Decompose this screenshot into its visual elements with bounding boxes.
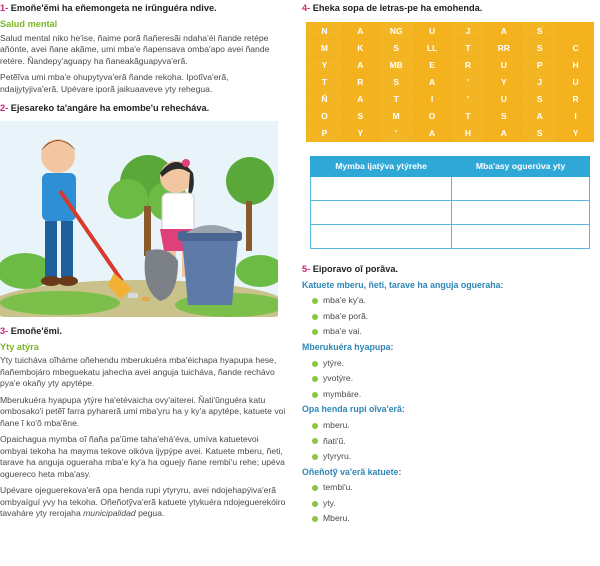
section-4-title: 4- Eheka sopa de letras-pe ha emohenda. <box>302 3 483 13</box>
grid-cell[interactable]: Y <box>486 74 521 90</box>
grid-cell[interactable]: R <box>343 74 378 90</box>
grid-cell[interactable]: ' <box>379 125 414 141</box>
choice-label: yvotýre. <box>323 373 354 384</box>
section-1-title: 1- Emoñe'ẽmi ha eñemongeta ne irũnguéra ndive. <box>0 3 217 13</box>
grid-cell[interactable]: A <box>343 23 378 39</box>
choice-option[interactable] <box>312 389 598 401</box>
grid-cell[interactable]: O <box>415 108 450 124</box>
grid-cell[interactable]: T <box>451 108 486 124</box>
section-2-title: 2- Ejesareko ta'angáre ha emombe'u rehecháva. <box>0 103 210 114</box>
right-column <box>302 0 598 529</box>
bullet-icon <box>312 392 318 398</box>
choice-option[interactable] <box>312 311 598 323</box>
choice-option[interactable] <box>312 513 598 525</box>
illustration-svg <box>0 121 278 317</box>
choice-label: ytýre. <box>323 357 345 368</box>
choice-label: mymbáre. <box>323 388 362 399</box>
section-1-paragraph-1: Salud mental niko he'ise, ñaime porã ñañeresãi ndaha'éi ñande retépe añónte, avei ñane akãme, umi mba'e ñapensava omba'apo avei ñande retére. Ñandepy'aguapy ha ñaneakãguapyva'erã. <box>0 32 270 66</box>
left-column <box>0 0 288 525</box>
grid-cell[interactable]: S <box>522 125 557 141</box>
grid-cell[interactable]: A <box>486 23 521 39</box>
answer-cell[interactable] <box>311 201 452 225</box>
grid-cell[interactable]: A <box>415 125 450 141</box>
answer-cell[interactable] <box>452 177 590 201</box>
choice-option[interactable] <box>312 498 598 510</box>
grid-cell[interactable]: U <box>486 57 521 73</box>
grid-cell[interactable]: O <box>307 108 342 124</box>
grid-cell[interactable]: A <box>415 74 450 90</box>
word-search-grid <box>306 22 594 142</box>
choice-option[interactable] <box>312 420 598 432</box>
grid-cell[interactable]: NG <box>379 23 414 39</box>
grid-cell[interactable]: H <box>451 125 486 141</box>
grid-cell[interactable]: J <box>522 74 557 90</box>
grid-cell[interactable]: C <box>558 40 593 56</box>
section-3-paragraph-4: Upévare ojeguerekova'erã opa henda rupi ytyryru, avei ndojehapýiva'erã ombyaíguí yvy ha tekoha. Oñeñotỹva'erã katuete ytykuéra ndojeguerekóiro tavaháre yty rerojaha municipalidad pegua. <box>0 485 286 519</box>
grid-cell[interactable]: I <box>558 108 593 124</box>
grid-cell[interactable]: T <box>451 40 486 56</box>
choice-option[interactable] <box>312 436 598 448</box>
grid-cell[interactable]: E <box>415 57 450 73</box>
grid-cell[interactable]: MB <box>379 57 414 73</box>
grid-cell[interactable]: Ñ <box>307 91 342 107</box>
choice-label: Mberu. <box>323 513 350 524</box>
section-3-title: 3- Emoñe'ẽmi. <box>0 325 62 336</box>
bullet-icon <box>312 376 318 382</box>
bullet-icon <box>312 438 318 444</box>
section-3-paragraph-3: Opaichagua mymba oĩ ñaña pa'ũme taha'ehá'éva, umíva katuetevoi ombyai tekoha ha mayma tekove oikóva ijypýpe avei. Katuete mberu, ñeti, tarave ha anguja ogueraha mba'e ky'a ha oguejy ñane rembi'u rehe; upéva oguereco heta mba'asy. <box>0 434 285 479</box>
grid-cell[interactable] <box>558 23 593 39</box>
bullet-icon <box>312 485 318 491</box>
grid-cell[interactable]: S <box>486 108 521 124</box>
section-3-paragraph-1: Yty tuicháva oĩháme oñehendu mberukuéra mba'éichapa hyapupa hese, ñañembojáro mbeguekatu jahecha avei anguja tuicháva, ñande rechávo pya'e okañy yty apytépe. <box>0 355 277 389</box>
question-2: Mberukuéra hyapupa: <box>302 341 394 352</box>
grid-cell[interactable]: S <box>522 91 557 107</box>
choice-option[interactable] <box>312 373 598 385</box>
choice-option[interactable] <box>312 295 598 307</box>
choice-label: mberu. <box>323 420 350 431</box>
grid-cell[interactable]: U <box>558 74 593 90</box>
grid-cell[interactable]: M <box>307 40 342 56</box>
children-cleaning-illustration <box>0 121 278 317</box>
section-3-subtitle: Yty atýra <box>0 341 39 352</box>
grid-cell[interactable]: ' <box>451 91 486 107</box>
bullet-icon <box>312 361 318 367</box>
grid-cell[interactable]: RR <box>486 40 521 56</box>
grid-cell[interactable]: A <box>343 91 378 107</box>
answer-cell[interactable] <box>452 225 590 249</box>
answer-cell[interactable] <box>452 201 590 225</box>
grid-cell[interactable]: U <box>486 91 521 107</box>
section-1-subtitle: Salud mental <box>0 19 58 30</box>
grid-cell[interactable]: S <box>522 40 557 56</box>
grid-cell[interactable]: A <box>486 125 521 141</box>
section-5-title: 5- Eiporavo oĩ porãva. <box>302 264 398 275</box>
grid-cell[interactable]: I <box>415 91 450 107</box>
grid-cell[interactable]: J <box>451 23 486 39</box>
answer-cell[interactable] <box>311 177 452 201</box>
question-4: Oñeñotỹ va'erã katuete: <box>302 466 402 477</box>
grid-cell[interactable]: T <box>307 74 342 90</box>
grid-cell[interactable]: ' <box>451 74 486 90</box>
grid-cell[interactable]: S <box>379 74 414 90</box>
grid-cell[interactable]: A <box>343 57 378 73</box>
grid-cell[interactable]: T <box>379 91 414 107</box>
bullet-icon <box>312 454 318 460</box>
grid-cell[interactable]: H <box>558 57 593 73</box>
table-header-diseases: Mba'asy oguerúva yty <box>452 157 590 177</box>
grid-cell[interactable]: R <box>451 57 486 73</box>
section-3-paragraph-2: Mberukuéra hyapupa ytýre ha'etévaicha ovy'aiterei. Ñati'ũnguéra katu ombosako'i petẽĩ farra pyharerã umi mba'yru ha y ky'a apytépe, katuete voi ñane ĩ ko'õ mba'ẽne. <box>0 394 286 428</box>
grid-cell[interactable]: R <box>558 91 593 107</box>
grid-cell[interactable]: S <box>522 23 557 39</box>
choice-option[interactable] <box>312 358 598 370</box>
section-1-paragraph-2: Petẽĩva umi mba'e ohupytyva'erã ñande rekoha. Ipotĩva'erã, ndaijytyjiva'erã. Upévare iporã jaikuaaveve yty rehegua. <box>0 72 229 94</box>
bullet-icon <box>312 298 318 304</box>
grid-cell[interactable]: Y <box>343 125 378 141</box>
grid-cell[interactable]: Y <box>307 57 342 73</box>
choice-option[interactable] <box>312 482 598 494</box>
grid-cell[interactable]: P <box>307 125 342 141</box>
grid-cell[interactable]: U <box>415 23 450 39</box>
question-3: Opa henda rupi oĩva'erã: <box>302 404 405 415</box>
choice-option[interactable] <box>312 451 598 463</box>
grid-cell[interactable]: N <box>307 23 342 39</box>
grid-cell[interactable]: M <box>379 108 414 124</box>
bullet-icon <box>312 516 318 522</box>
bullet-icon <box>312 423 318 429</box>
grid-cell[interactable]: LL <box>415 40 450 56</box>
grid-cell[interactable]: S <box>379 40 414 56</box>
choice-label: yty. <box>323 497 336 508</box>
choice-label: ytyryru. <box>323 451 352 462</box>
table-header-animals: Mymba ijatýva ytýrehe <box>311 157 452 177</box>
choice-label: mba'e porã. <box>323 310 369 321</box>
bullet-icon <box>312 501 318 507</box>
choice-label: mba'e vai. <box>323 326 362 337</box>
answer-table <box>310 156 590 249</box>
choice-option[interactable] <box>312 326 598 338</box>
choice-groups <box>302 280 598 525</box>
question-1: Katuete mberu, ñeti, tarave ha anguja ogueraha: <box>302 279 504 290</box>
grid-cell[interactable]: S <box>343 108 378 124</box>
grid-cell[interactable]: A <box>522 108 557 124</box>
grid-cell[interactable]: Y <box>558 125 593 141</box>
choice-label: tembi'u. <box>323 482 353 493</box>
grid-cell[interactable]: P <box>522 57 557 73</box>
choice-label: ñati'ũ. <box>323 435 346 446</box>
choice-label: mba'e ky'a. <box>323 295 366 306</box>
answer-cell[interactable] <box>311 225 452 249</box>
bullet-icon <box>312 314 318 320</box>
grid-cell[interactable]: K <box>343 40 378 56</box>
bullet-icon <box>312 329 318 335</box>
